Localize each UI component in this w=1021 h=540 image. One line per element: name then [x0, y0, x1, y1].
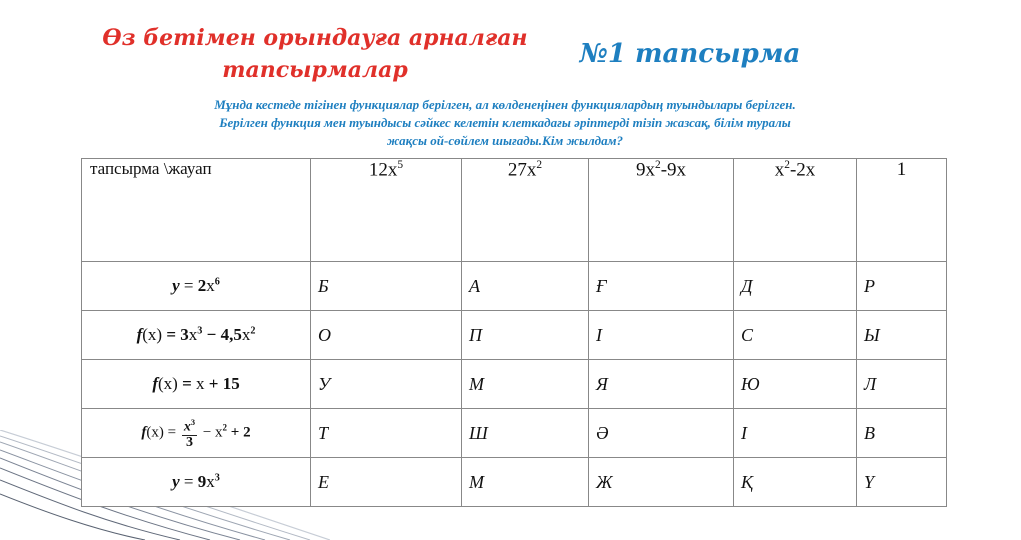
table-row	[82, 458, 947, 507]
header-corner: тапсырма \жауап	[82, 159, 311, 262]
table-row	[82, 262, 947, 311]
instructions-text	[110, 96, 900, 150]
cell-letter: Д	[734, 262, 857, 311]
cell-letter: Ж	[589, 458, 734, 507]
header-col-12x5: $12x^5$	[311, 159, 462, 262]
task-number-title: №1 тапсырма	[579, 39, 801, 69]
cell-letter: М	[462, 458, 589, 507]
cell-letter: О	[311, 311, 462, 360]
table-row	[82, 360, 947, 409]
table-row	[82, 311, 947, 360]
cell-letter: Ғ	[589, 262, 734, 311]
function-y-2x6: $y = 2x^6$	[82, 262, 311, 311]
cell-letter: А	[462, 262, 589, 311]
cell-letter: Я	[589, 360, 734, 409]
cell-letter: І	[734, 409, 857, 458]
title-line-1: Өз бетімен орындауға арналған	[102, 25, 528, 51]
header-col-27x2: $27x^2$	[462, 159, 589, 262]
table-row	[82, 409, 947, 458]
cell-letter: У	[311, 360, 462, 409]
header-row	[82, 159, 947, 262]
title-independent-tasks	[100, 22, 530, 86]
function-f-3x3-4.5x2: $f(x) = 3x^3 - 4,5x^2$	[82, 311, 311, 360]
instructions-line-3: жақсы ой-сөйлем шығады.Кім жылдам?	[386, 133, 624, 148]
function-f-x-15: f(x) = x + 15	[82, 360, 311, 409]
cell-letter: Ш	[462, 409, 589, 458]
cell-letter: Л	[857, 360, 947, 409]
header-col-1: 1	[857, 159, 947, 262]
cell-letter: Ү	[857, 458, 947, 507]
cell-letter: Қ	[734, 458, 857, 507]
cell-letter: Ю	[734, 360, 857, 409]
function-f-x3over3-x2-2: f(x) = $\frac{x^3}{3}$ − $x^2 + 2$	[82, 409, 311, 458]
instructions-line-2: Берілген функция мен туындысы сәйкес келетін клеткадағы әріптерді тізіп жазсақ, білім туралы	[219, 115, 791, 130]
title-line-2: тапсырмалар	[222, 57, 408, 83]
cell-letter: Ә	[589, 409, 734, 458]
cell-letter: Б	[311, 262, 462, 311]
cell-letter: В	[857, 409, 947, 458]
task-table	[81, 158, 947, 507]
cell-letter: Р	[857, 262, 947, 311]
cell-letter: Т	[311, 409, 462, 458]
header-col-x2-2x: $x^2-2x$	[734, 159, 857, 262]
cell-letter: І	[589, 311, 734, 360]
cell-letter: Е	[311, 458, 462, 507]
fraction: $\frac{x^3}{3}$	[183, 418, 196, 450]
header-col-9x2-9x: $9x^2-9x$	[589, 159, 734, 262]
cell-letter: М	[462, 360, 589, 409]
cell-letter: Ы	[857, 311, 947, 360]
function-y-9x3: $y = 9x^3$	[82, 458, 311, 507]
cell-letter: С	[734, 311, 857, 360]
cell-letter: П	[462, 311, 589, 360]
instructions-line-1: Мұнда кестеде тігінен функциялар берілген, ал көлденеңінен функциялардың туындылары берілген.	[214, 97, 796, 112]
